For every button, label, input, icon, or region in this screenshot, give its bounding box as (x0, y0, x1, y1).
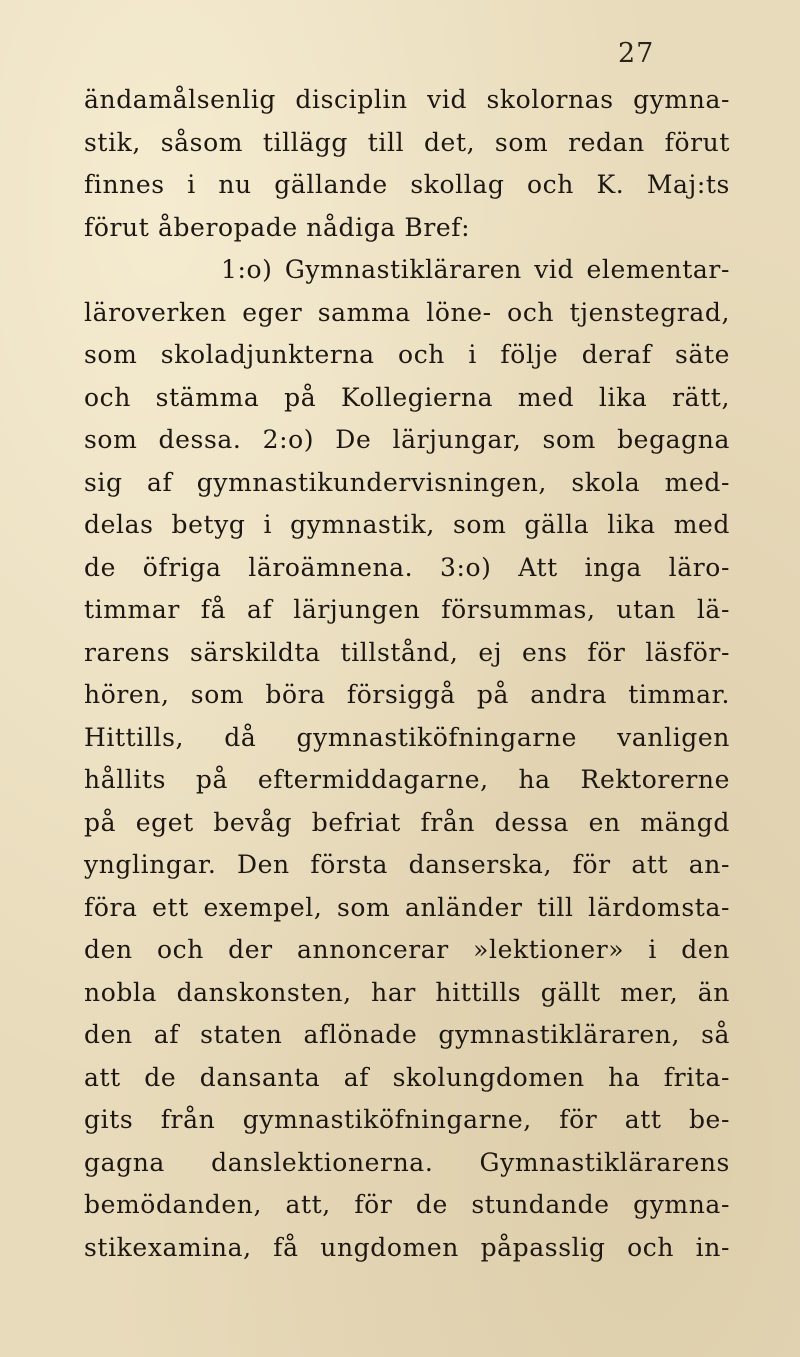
text-line: bemödanden, att, för de stundande gymna- (84, 1190, 730, 1219)
text-line: gagna danslektionerna. Gymnastiklärarens (84, 1147, 730, 1177)
text-line: nobla danskonsten, har hittills gällt mer, än (84, 977, 730, 1007)
text-line: stik, såsom tillägg till det, som redan förut (84, 127, 730, 157)
text-line: 1:o) Gymnastikläraren vid elementar- (221, 255, 730, 284)
text-line: ändamålsenlig disciplin vid skolornas gymna- (84, 85, 730, 114)
text-line: på eget bevåg befriat från dessa en mängd (84, 807, 730, 837)
text-line: den och der annoncerar »lektioner» i den (84, 935, 730, 964)
text-line: förut åberopade nådiga Bref: (84, 212, 471, 242)
text-line: timmar få af lärjungen försummas, utan lä- (84, 595, 730, 624)
text-line: den af staten aflönade gymnastikläraren, så (84, 1020, 730, 1049)
text-line: föra ett exempel, som anländer till lärdomsta- (84, 892, 730, 922)
text-line: läroverken eger samma löne- och tjenstegrad, (84, 297, 730, 327)
text-line: ynglingar. Den första danserska, för att an- (84, 850, 730, 879)
text-line: delas betyg i gymnastik, som gälla lika med (84, 510, 730, 539)
text-line: de öfriga läroämnena. 3:o) Att inga läro- (84, 552, 730, 582)
text-line: hållits på eftermiddagarne, ha Rektorerne (84, 765, 730, 794)
text-line: som skoladjunkterna och i följe deraf säte (84, 340, 730, 369)
text-line: sig af gymnastikundervisningen, skola med- (84, 467, 730, 497)
page-number: 27 (618, 38, 655, 69)
text-line: som dessa. 2:o) De lärjungar, som begagna (84, 425, 730, 454)
text-line: rarens särskildta tillstånd, ej ens för läsför- (84, 637, 730, 667)
text-line: Hittills, då gymnastiköfningarne vanligen (84, 722, 730, 752)
text-line: stikexamina, få ungdomen påpasslig och in- (84, 1232, 730, 1262)
text-line: gits från gymnastiköfningarne, för att be- (84, 1105, 730, 1134)
text-line: hören, som böra försiggå på andra timmar. (84, 680, 730, 709)
text-line: finnes i nu gällande skollag och K. Maj:ts (84, 170, 730, 199)
text-line: att de dansanta af skolungdomen ha frita- (84, 1062, 730, 1092)
text-line: och stämma på Kollegierna med lika rätt, (84, 382, 730, 412)
